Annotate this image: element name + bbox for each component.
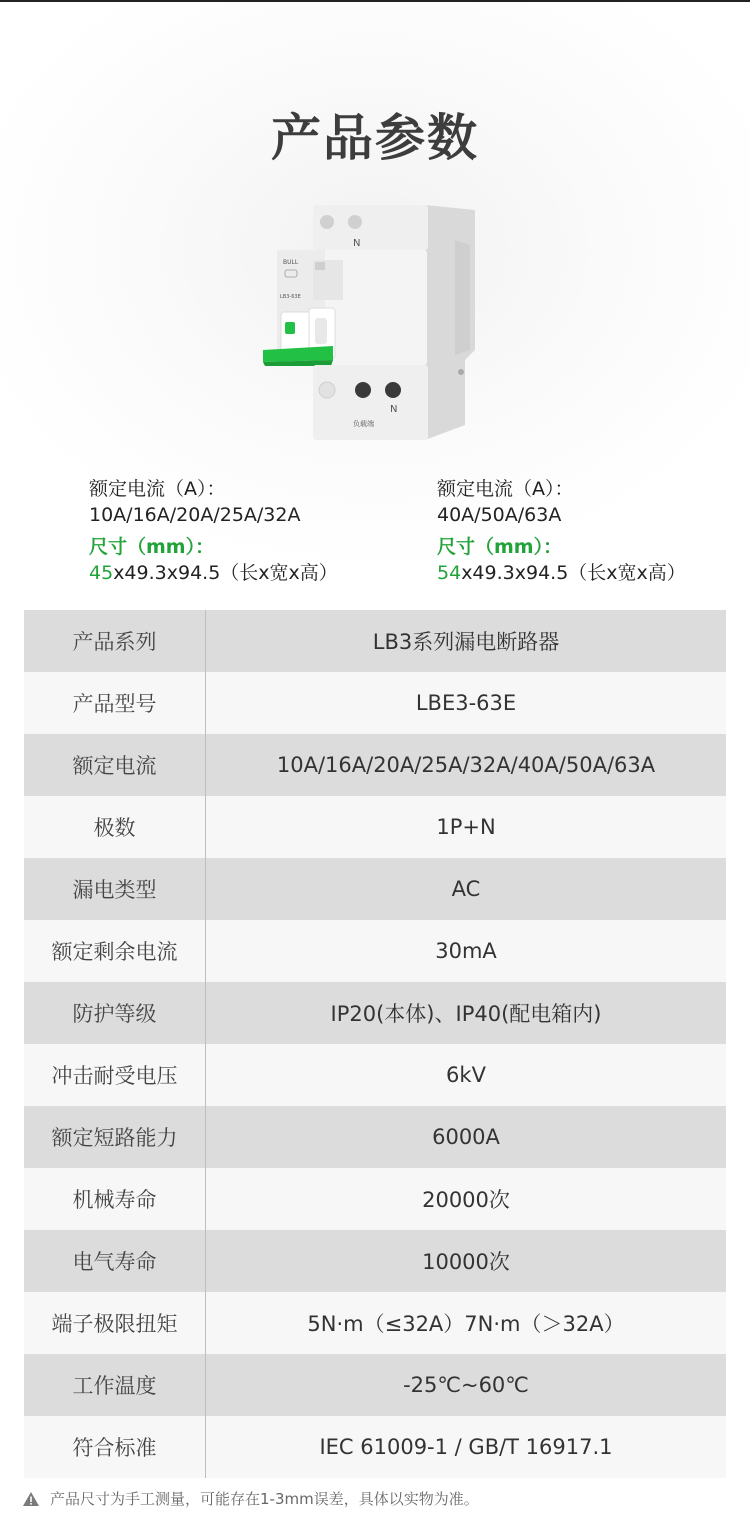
measurement-note: [22, 1488, 479, 1509]
table-row: [24, 796, 726, 858]
param-value: LB3系列漏电断路器: [206, 610, 727, 672]
page-title: 产品参数: [271, 109, 479, 167]
param-value: 6000A: [206, 1106, 727, 1168]
param-key: 电气寿命: [24, 1230, 206, 1292]
brand-label: BULL: [283, 259, 299, 266]
table-row: [24, 858, 726, 920]
param-key: 防护等级: [24, 982, 206, 1044]
param-value: -25℃~60℃: [206, 1354, 727, 1416]
table-row: [24, 1106, 726, 1168]
param-value: LBE3-63E: [206, 672, 727, 734]
dimensions-length-left: 45: [89, 562, 114, 584]
param-key: 机械寿命: [24, 1168, 206, 1230]
table-row: [24, 610, 726, 672]
dimensions-value-left: [89, 560, 338, 586]
table-row: [24, 982, 726, 1044]
model-label: LB3-63E: [280, 294, 301, 300]
table-row: [24, 672, 726, 734]
param-value: 1P+N: [206, 796, 727, 858]
param-value: AC: [206, 858, 727, 920]
param-key: 漏电类型: [24, 858, 206, 920]
terminal-label-bottom: N: [390, 404, 398, 415]
rated-current-label-right: 额定电流（A）：: [437, 478, 574, 500]
table-row: [24, 920, 726, 982]
warning-icon: [22, 1491, 40, 1507]
table-row: [24, 1354, 726, 1416]
param-key: 产品型号: [24, 672, 206, 734]
dimensions-length-right: 54: [437, 562, 462, 584]
table-row: [24, 1292, 726, 1354]
param-key: 工作温度: [24, 1354, 206, 1416]
table-row: [24, 734, 726, 796]
table-row: [24, 1416, 726, 1478]
param-value: IEC 61009-1 / GB/T 16917.1: [206, 1416, 727, 1478]
load-side-label: 负载端: [353, 420, 374, 428]
param-key: 额定电流: [24, 734, 206, 796]
param-key: 额定剩余电流: [24, 920, 206, 982]
param-key: 极数: [24, 796, 206, 858]
table-row: [24, 1044, 726, 1106]
param-value: 5N·m（≤32A）7N·m（＞32A）: [206, 1292, 727, 1354]
param-key: 额定短路能力: [24, 1106, 206, 1168]
circuit-breaker-image: [255, 200, 495, 450]
rated-current-label-left: 额定电流（A）：: [89, 478, 226, 500]
table-row: [24, 1168, 726, 1230]
spec-left: [89, 476, 338, 586]
rated-current-value-left: 10A/16A/20A/25A/32A: [89, 504, 301, 526]
param-value: 10A/16A/20A/25A/32A/40A/50A/63A: [206, 734, 727, 796]
dimensions-label-right: 尺寸（mm）：: [437, 536, 563, 558]
rated-current-value-right: 40A/50A/63A: [437, 504, 562, 526]
param-value: 30mA: [206, 920, 727, 982]
param-value: 20000次: [206, 1168, 727, 1230]
param-key: 符合标准: [24, 1416, 206, 1478]
parameters-table: [24, 610, 726, 1478]
dimensions-rest-left: x49.3x94.5（长x宽x高）: [113, 562, 338, 584]
param-key: 冲击耐受电压: [24, 1044, 206, 1106]
dimensions-rest-right: x49.3x94.5（长x宽x高）: [461, 562, 686, 584]
note-text: 产品尺寸为手工测量，可能存在1-3mm误差，具体以实物为准。: [50, 1490, 479, 1508]
param-key: 产品系列: [24, 610, 206, 672]
dimensions-label-left: 尺寸（mm）：: [89, 536, 215, 558]
top-border-line: [0, 0, 750, 2]
param-value: IP20(本体)、IP40(配电箱内): [206, 982, 727, 1044]
table-row: [24, 1230, 726, 1292]
param-value: 6kV: [206, 1044, 727, 1106]
dimensions-value-right: [437, 560, 686, 586]
terminal-label-top: N: [353, 238, 361, 249]
spec-right: [437, 476, 686, 586]
param-key: 端子极限扭矩: [24, 1292, 206, 1354]
param-value: 10000次: [206, 1230, 727, 1292]
